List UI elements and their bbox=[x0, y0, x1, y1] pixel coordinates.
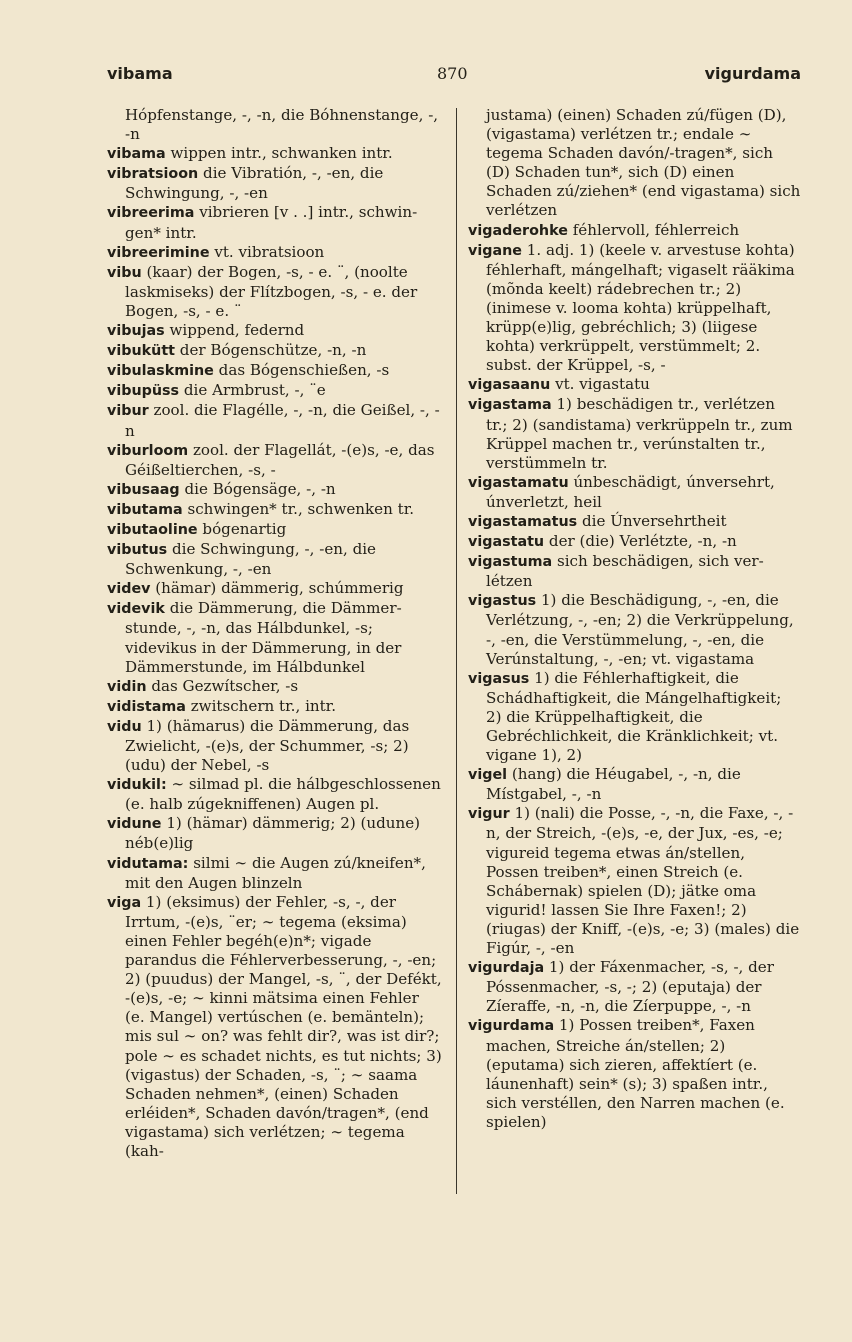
entry-text: wippend, federnd bbox=[164, 321, 305, 340]
dictionary-entry bbox=[468, 591, 801, 668]
entry-headword: vibama bbox=[107, 146, 166, 163]
entry-headword: vidutama: bbox=[107, 855, 189, 872]
entry-headword: vibutus bbox=[107, 542, 168, 559]
entry-headword: vibusaag bbox=[107, 481, 180, 498]
entry-text: bógenartig bbox=[197, 519, 287, 538]
entry-text: vt. vibratsioon bbox=[209, 242, 325, 261]
entry-text: (kaar) der Bogen, -s, - e. ¨, (noolte laskmiseks) der Flítzbogen, -s, - e. der Bogen, -s, - e. ¨ bbox=[125, 262, 418, 320]
dictionary-entry bbox=[107, 381, 442, 401]
dictionary-entry bbox=[107, 520, 442, 540]
entry-text: 1) die Beschädigung, -, -en, die Verlétzung, -, -en; 2) die Verkrüppelung, -, -en, die Verstümmelung, -, -en, die Verúnstaltung, -, -en; vt. vigastama bbox=[486, 591, 794, 668]
entry-headword: vigastamatu bbox=[468, 474, 569, 491]
entry-headword: vibreerimine bbox=[107, 244, 210, 261]
page-number: 870 bbox=[437, 64, 468, 83]
right-column bbox=[468, 106, 801, 1132]
page-header bbox=[107, 64, 801, 88]
entry-text: 1) (hämarus) die Dämmerung, das Zwielicht, -(e)s, der Schummer, -s; 2) (udu) der Nebel, -s bbox=[125, 716, 410, 775]
dictionary-entry bbox=[107, 203, 442, 242]
dictionary-entry bbox=[107, 500, 442, 520]
entry-headword: vigel bbox=[468, 767, 508, 784]
entry-headword: vidu bbox=[107, 718, 142, 735]
continued-entry bbox=[107, 106, 442, 144]
dictionary-entry bbox=[107, 401, 442, 440]
dictionary-entry bbox=[107, 341, 442, 361]
entry-headword: vigasus bbox=[468, 670, 530, 687]
entry-headword: videv bbox=[107, 581, 151, 598]
dictionary-entry bbox=[107, 480, 442, 500]
entry-text: 1) (hämar) dämmerig; 2) (udune) néb(e)lig bbox=[125, 814, 421, 853]
entry-text: 1) die Féhlerhaftigkeit, die Schádhaftigkeit, die Mángelhaftigkeit; 2) die Krüppelhaftigkeit, die Gebréchlichkeit, die Kränklichkeit; vt. vigane 1), 2) bbox=[486, 668, 782, 765]
entry-text: 1) (nali) die Posse, -, -n, die Faxe, -, -n, der Streich, -(e)s, -e, der Jux, -es, -e; vigureid tegema etwas án/stellen, Possen treiben*, einen Streich (e. Schábernak) spielen (D); jätke oma vigurid! lassen Sie Ihre Faxen!; 2) (riugas) der Kniff, -(e)s, -e; 3) (males) die Figúr, -, -en bbox=[486, 804, 800, 958]
dictionary-entry bbox=[468, 552, 801, 591]
entry-headword: vidistama bbox=[107, 698, 186, 715]
dictionary-entry bbox=[107, 893, 442, 1161]
entry-text: 1. adj. 1) (keele v. arvestuse kohta) féhlerhaft, mángelhaft; vigaselt rääkima (mõnda keelt) rádebrechen tr.; 2) (inimese v. looma kohta) krüppelhaft, krüpp(e)lig, gebréchlich; 3) (liigese kohta) verkrüppelt, verstümmelt; 2. subst. der Krüppel, -s, - bbox=[486, 240, 795, 375]
entry-text: die Schwingung, -, -en, die Schwenkung, -, -en bbox=[125, 540, 376, 579]
entry-headword: vibutama bbox=[107, 501, 183, 518]
entry-headword: vibu bbox=[107, 264, 142, 281]
dictionary-entry bbox=[468, 241, 801, 376]
header-left-word: vibama bbox=[107, 64, 173, 83]
entry-headword: vibutaoline bbox=[107, 521, 198, 538]
entry-text: zool. der Flagellát, -(e)s, -e, das Géißeltierchen, -s, - bbox=[125, 440, 435, 479]
header-right-word: vigurdama bbox=[704, 64, 801, 83]
entry-headword: vigaderohke bbox=[468, 222, 568, 239]
entry-text: schwingen* tr., schwenken tr. bbox=[182, 499, 415, 518]
entry-headword: vibur bbox=[107, 403, 149, 420]
dictionary-entry bbox=[107, 361, 442, 381]
entry-text: 1) (eksimus) der Fehler, -s, -, der Irrtum, -(e)s, ¨er; ∼ tegema (eksima) einen Fehler begéh(e)n*; vigade parandus die Féhlerverbesserung, -, -en; 2) (puudus) der Mangel, -s, ¨, der Defékt, -(e)s, -e; ∼ kinni mätsima einen Fehler (e. Mangel) vertúschen (e. bemänteln); mis sul ∼ on? was fehlt dir?, was ist dir?; pole ∼ es schadet nichts, es tut nichts; 3) (vigastus) der Schaden, -s, ¨; ∼ saama Schaden nehmen*, (einen) Schaden erléiden*, Schaden davón/tragen*, (end vigastama) sich verlétzen; ∼ tegema (kah- bbox=[125, 892, 442, 1160]
entry-text: der Bógenschütze, -n, -n bbox=[175, 341, 367, 360]
entry-text: vt. vigastatu bbox=[550, 375, 650, 394]
dictionary-entry bbox=[107, 854, 442, 893]
entry-text: 1) Possen treiben*, Faxen machen, Streiche án/stellen; 2) (eputama) sich zieren, affektíert (e. láunenhaft) sein* (s); 3) spaßen intr., sich verstéllen, den Narren machen (e. spielen) bbox=[486, 1016, 785, 1131]
entry-text: sich beschädigen, sich verlétzen bbox=[486, 552, 764, 591]
entry-headword: viga bbox=[107, 894, 142, 911]
dictionary-entry bbox=[107, 775, 442, 814]
dictionary-entry bbox=[107, 144, 442, 164]
dictionary-entry bbox=[468, 1016, 801, 1132]
entry-headword: vibreerima bbox=[107, 205, 195, 222]
entry-text: silmi ∼ die Augen zú/kneifen*, mit den Augen blinzeln bbox=[125, 853, 426, 892]
dictionary-entry bbox=[107, 579, 442, 599]
entry-text: der (die) Verlétzte, -n, -n bbox=[544, 532, 737, 551]
entry-headword: vibratsioon bbox=[107, 166, 199, 183]
dictionary-entry bbox=[107, 263, 442, 321]
entry-headword: vidin bbox=[107, 678, 147, 695]
entry-text: das Gezwítscher, -s bbox=[146, 676, 299, 695]
dictionary-entry bbox=[107, 243, 442, 263]
entry-headword: vigurdaja bbox=[468, 960, 545, 977]
dictionary-entry bbox=[107, 599, 442, 676]
dictionary-entry bbox=[468, 395, 801, 472]
entry-text: vibrieren [v . .] intr., schwingen* intr. bbox=[125, 203, 418, 242]
entry-headword: vigurdama bbox=[468, 1018, 555, 1035]
entry-text: 1) beschädigen tr., verlétzen tr.; 2) (sandistama) verkrüppeln tr., zum Krüppel machen tr., verúnstalten tr., verstümmeln tr. bbox=[486, 395, 793, 472]
dictionary-entry bbox=[107, 677, 442, 697]
dictionary-entry bbox=[107, 441, 442, 480]
dictionary-entry bbox=[468, 669, 801, 765]
entry-headword: vigastuma bbox=[468, 554, 553, 571]
entry-text: wippen intr., schwanken intr. bbox=[165, 144, 393, 163]
entry-text: 1) der Fáxenmacher, -s, -, der Póssenmacher, -s, -; 2) (eputaja) der Zíeraffe, -n, -n, die Zíerpuppe, -, -n bbox=[486, 958, 774, 1016]
dictionary-entry bbox=[468, 958, 801, 1016]
dictionary-entry bbox=[107, 717, 442, 775]
dictionary-entry bbox=[107, 540, 442, 579]
dictionary-entry bbox=[107, 814, 442, 853]
entry-headword: vigastama bbox=[468, 397, 552, 414]
entry-headword: vidukil: bbox=[107, 777, 167, 794]
entry-headword: vibulaskmine bbox=[107, 363, 214, 380]
entry-text: ∼ silmad pl. die hálbgeschlossenen (e. halb zúgekniffenen) Augen pl. bbox=[125, 775, 441, 814]
entry-text: die Únversehrtheit bbox=[577, 511, 727, 530]
dictionary-entry bbox=[468, 473, 801, 512]
continued-entry bbox=[468, 106, 801, 221]
entry-headword: videvik bbox=[107, 601, 165, 618]
dictionary-entry bbox=[107, 697, 442, 717]
entry-text: justama) (einen) Schaden zú/fügen (D), (vigastama) verlétzen tr.; endale ∼ tegema Schaden davón/-tragen*, sich (D) Schaden tun*, sich (D) einen Schaden zú/ziehen* (end vigastama) sich verlétzen bbox=[486, 106, 801, 220]
entry-headword: vigastatu bbox=[468, 534, 545, 551]
dictionary-entry bbox=[468, 532, 801, 552]
entry-text: féhlervoll, féhlerreich bbox=[567, 220, 740, 239]
entry-text: zool. die Flagélle, -, -n, die Geißel, -, -n bbox=[125, 401, 440, 440]
dictionary-entry bbox=[468, 512, 801, 532]
entry-text: die Armbrust, -, ¨e bbox=[179, 381, 326, 400]
dictionary-entry bbox=[468, 221, 801, 241]
entry-headword: vigane bbox=[468, 242, 522, 259]
entry-text: die Dämmerung, die Dämmerstunde, -, -n, das Hálbdunkel, -s; videvikus in der Dämmerung, in der Dämmerstunde, im Hálbdunkel bbox=[125, 599, 402, 676]
entry-headword: vigastus bbox=[468, 593, 537, 610]
entry-headword: vibukütt bbox=[107, 343, 175, 360]
entry-headword: vibujas bbox=[107, 323, 165, 340]
dictionary-entry bbox=[107, 164, 442, 203]
entry-text: die Bógensäge, -, -n bbox=[179, 479, 336, 498]
entry-headword: vigur bbox=[468, 806, 510, 823]
entry-headword: vigasaanu bbox=[468, 377, 551, 394]
entry-headword: vibupüss bbox=[107, 383, 180, 400]
entry-text: zwitschern tr., intr. bbox=[185, 696, 337, 715]
dictionary-entry bbox=[468, 765, 801, 804]
entry-text: (hang) die Héugabel, -, -n, die Místgabel, -, -n bbox=[486, 765, 741, 804]
entry-headword: vidune bbox=[107, 816, 162, 833]
entry-text: únbeschädigt, únversehrt, únverletzt, heil bbox=[486, 472, 775, 511]
entry-text: Hópfenstange, -, -n, die Bóhnenstange, -, -n bbox=[125, 106, 439, 144]
entry-text: die Vibratión, -, -en, die Schwingung, -, -en bbox=[125, 164, 384, 203]
column-divider bbox=[456, 108, 457, 1194]
dictionary-entry bbox=[468, 375, 801, 395]
entry-headword: vigastamatus bbox=[468, 513, 578, 530]
dictionary-entry bbox=[107, 321, 442, 341]
entry-text: (hämar) dämmerig, schúmmerig bbox=[150, 579, 404, 598]
dictionary-entry bbox=[468, 804, 801, 958]
left-column bbox=[107, 106, 442, 1161]
entry-headword: viburloom bbox=[107, 442, 189, 459]
entry-text: das Bógenschießen, -s bbox=[213, 361, 390, 380]
